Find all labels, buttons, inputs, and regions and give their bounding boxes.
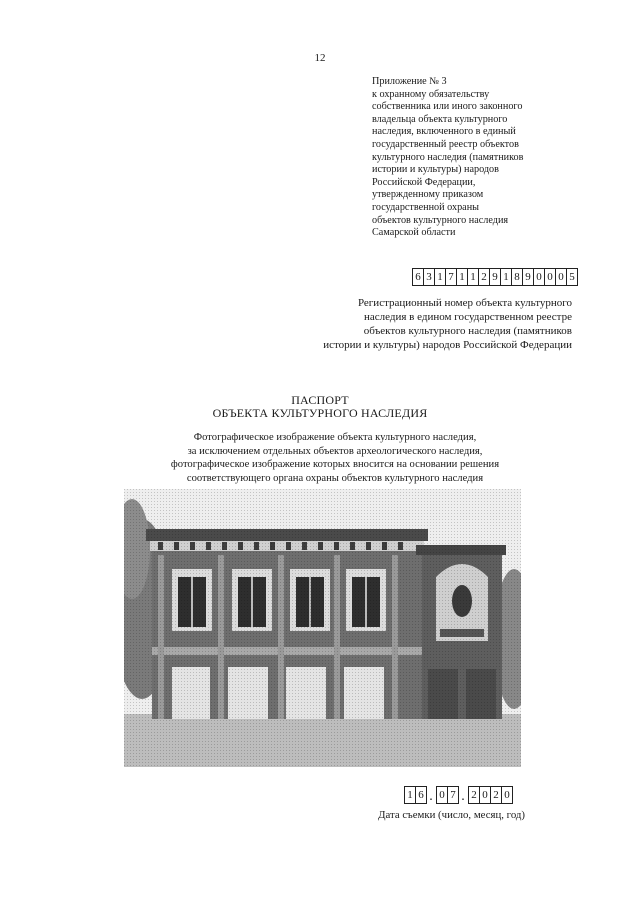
shoot-date-boxes xyxy=(404,786,512,804)
document-subtitle: ОБЪЕКТА КУЛЬТУРНОГО НАСЛЕДИЯ xyxy=(212,406,428,420)
reg-digit: 0 xyxy=(555,268,567,286)
appendix-line: государственный реестр объектов xyxy=(372,138,519,150)
appendix-line: наследия, включенного в единый xyxy=(372,126,516,138)
reg-digit: 8 xyxy=(511,268,523,286)
reg-caption-line: наследия в едином государственном реестре xyxy=(364,311,572,323)
date-day xyxy=(404,786,426,804)
appendix-line: Приложение № 3 xyxy=(372,76,447,87)
reg-digit: 9 xyxy=(522,268,534,286)
reg-digit: 0 xyxy=(544,268,556,286)
date-separator: . xyxy=(429,789,433,804)
appendix-line: Российской Федерации, xyxy=(372,176,476,188)
registration-caption xyxy=(290,296,572,352)
appendix-line: истории и культуры) народов xyxy=(372,164,499,176)
reg-caption-line: истории и культуры) народов Российской Федерации xyxy=(323,339,572,351)
photo-caption xyxy=(150,431,520,485)
page-number: 12 xyxy=(314,52,326,64)
building-photo xyxy=(124,489,521,767)
reg-caption-line: Регистрационный номер объекта культурного xyxy=(357,297,572,309)
photo-caption-line: фотографическое изображение которых вносится на основании решения xyxy=(170,459,500,471)
reg-digit: 9 xyxy=(489,268,501,286)
reg-caption-line: объектов культурного наследия (памятников xyxy=(363,325,572,337)
appendix-block xyxy=(372,76,612,240)
reg-digit: 1 xyxy=(500,268,512,286)
document-title: ПАСПОРТ xyxy=(291,393,349,407)
date-digit: 6 xyxy=(415,786,427,804)
date-digit: 0 xyxy=(479,786,491,804)
date-separator: . xyxy=(461,789,465,804)
reg-digit: 7 xyxy=(445,268,457,286)
reg-digit: 5 xyxy=(566,268,578,286)
appendix-line: государственной охраны xyxy=(372,201,479,213)
date-digit: 0 xyxy=(436,786,448,804)
appendix-line: собственника или иного законного xyxy=(372,101,523,113)
reg-digit: 0 xyxy=(533,268,545,286)
reg-digit: 1 xyxy=(456,268,468,286)
photo-caption-line: Фотографическое изображение объекта культурного наследия, xyxy=(193,432,477,443)
reg-digit: 6 xyxy=(412,268,424,286)
shoot-date-caption: Дата съемки (число, месяц, год) xyxy=(378,809,525,821)
appendix-line: утвержденному приказом xyxy=(372,189,484,201)
appendix-line: к охранному обязательству xyxy=(372,88,490,100)
reg-digit: 2 xyxy=(478,268,490,286)
appendix-line: владельца объекта культурного xyxy=(372,113,508,125)
date-digit: 2 xyxy=(468,786,480,804)
date-digit: 7 xyxy=(447,786,459,804)
date-digit: 1 xyxy=(404,786,416,804)
photo-caption-line: соответствующего органа охраны объектов культурного наследия xyxy=(186,472,484,484)
reg-digit: 1 xyxy=(434,268,446,286)
appendix-line: объектов культурного наследия xyxy=(372,214,509,226)
date-year xyxy=(468,786,512,804)
appendix-line: Самарской области xyxy=(372,227,456,239)
appendix-line: культурного наследия (памятников xyxy=(372,151,524,163)
date-digit: 2 xyxy=(490,786,502,804)
registration-number-boxes xyxy=(412,268,577,286)
photo-caption-line: за исключением отдельных объектов археологического наследия, xyxy=(187,445,483,457)
date-month xyxy=(436,786,458,804)
reg-digit: 3 xyxy=(423,268,435,286)
building-photo-image xyxy=(124,489,521,767)
reg-digit: 1 xyxy=(467,268,479,286)
date-digit: 0 xyxy=(501,786,513,804)
